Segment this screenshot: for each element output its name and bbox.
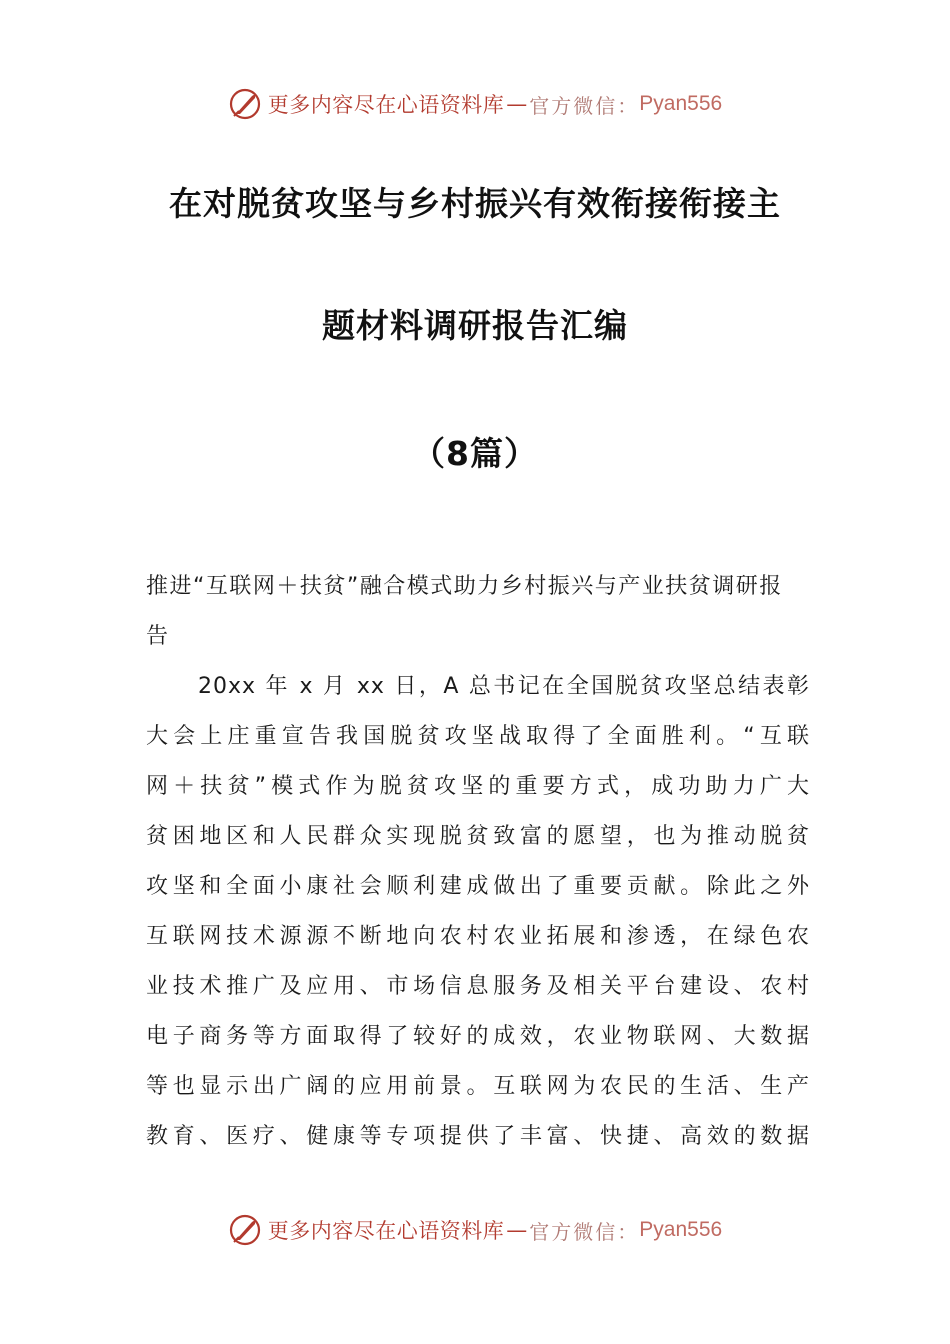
quill-logo-icon bbox=[228, 87, 262, 121]
banner-wechat-id: Pyan556 bbox=[639, 92, 723, 115]
body-line: 网＋扶贫”模式作为脱贫攻坚的重要方式，成功助力广大 bbox=[146, 774, 810, 799]
banner-wechat-label: 官方微信： bbox=[529, 93, 640, 118]
document-title-count: （8篇） bbox=[412, 434, 538, 473]
article-subtitle: 推进“互联网＋扶贫”融合模式助力乡村振兴与产业扶贫调研报告 bbox=[146, 574, 783, 649]
banner-dash: — bbox=[506, 92, 528, 116]
header-banner bbox=[0, 84, 950, 124]
footer-banner bbox=[0, 1210, 950, 1250]
quill-logo-icon bbox=[228, 1213, 262, 1247]
body-line: 互联网技术源源不断地向农村农业拓展和渗透，在绿色农 bbox=[146, 924, 810, 949]
banner-text: 更多内容尽在心语资料库 bbox=[267, 93, 505, 117]
body-line: 教育、医疗、健康等专项提供了丰富、快捷、高效的数据 bbox=[146, 1124, 810, 1149]
banner-dash: — bbox=[506, 1218, 528, 1242]
banner-wechat-label: 官方微信： bbox=[529, 1219, 640, 1244]
body-line: 业技术推广及应用、市场信息服务及相关平台建设、农村 bbox=[146, 974, 810, 999]
document-title-line-1: 在对脱贫攻坚与乡村振兴有效衔接衔接主 bbox=[169, 184, 781, 223]
article-body bbox=[146, 662, 810, 1162]
banner-text: 更多内容尽在心语资料库 bbox=[267, 1219, 505, 1243]
document-title-line-2: 题材料调研报告汇编 bbox=[322, 306, 628, 345]
body-line: 贫困地区和人民群众实现脱贫致富的愿望，也为推动脱贫 bbox=[146, 824, 810, 849]
banner-wechat-id: Pyan556 bbox=[639, 1218, 723, 1241]
body-line: 攻坚和全面小康社会顺利建成做出了重要贡献。除此之外 bbox=[146, 874, 810, 899]
body-line: 大会上庄重宣告我国脱贫攻坚战取得了全面胜利。“互联 bbox=[146, 724, 810, 749]
body-line: 等也显示出广阔的应用前景。互联网为农民的生活、生产 bbox=[146, 1074, 810, 1099]
body-line: 20xx 年 x 月 xx 日，A 总书记在全国脱贫攻坚总结表彰 bbox=[198, 674, 810, 699]
body-line: 电子商务等方面取得了较好的成效，农业物联网、大数据 bbox=[146, 1024, 810, 1049]
